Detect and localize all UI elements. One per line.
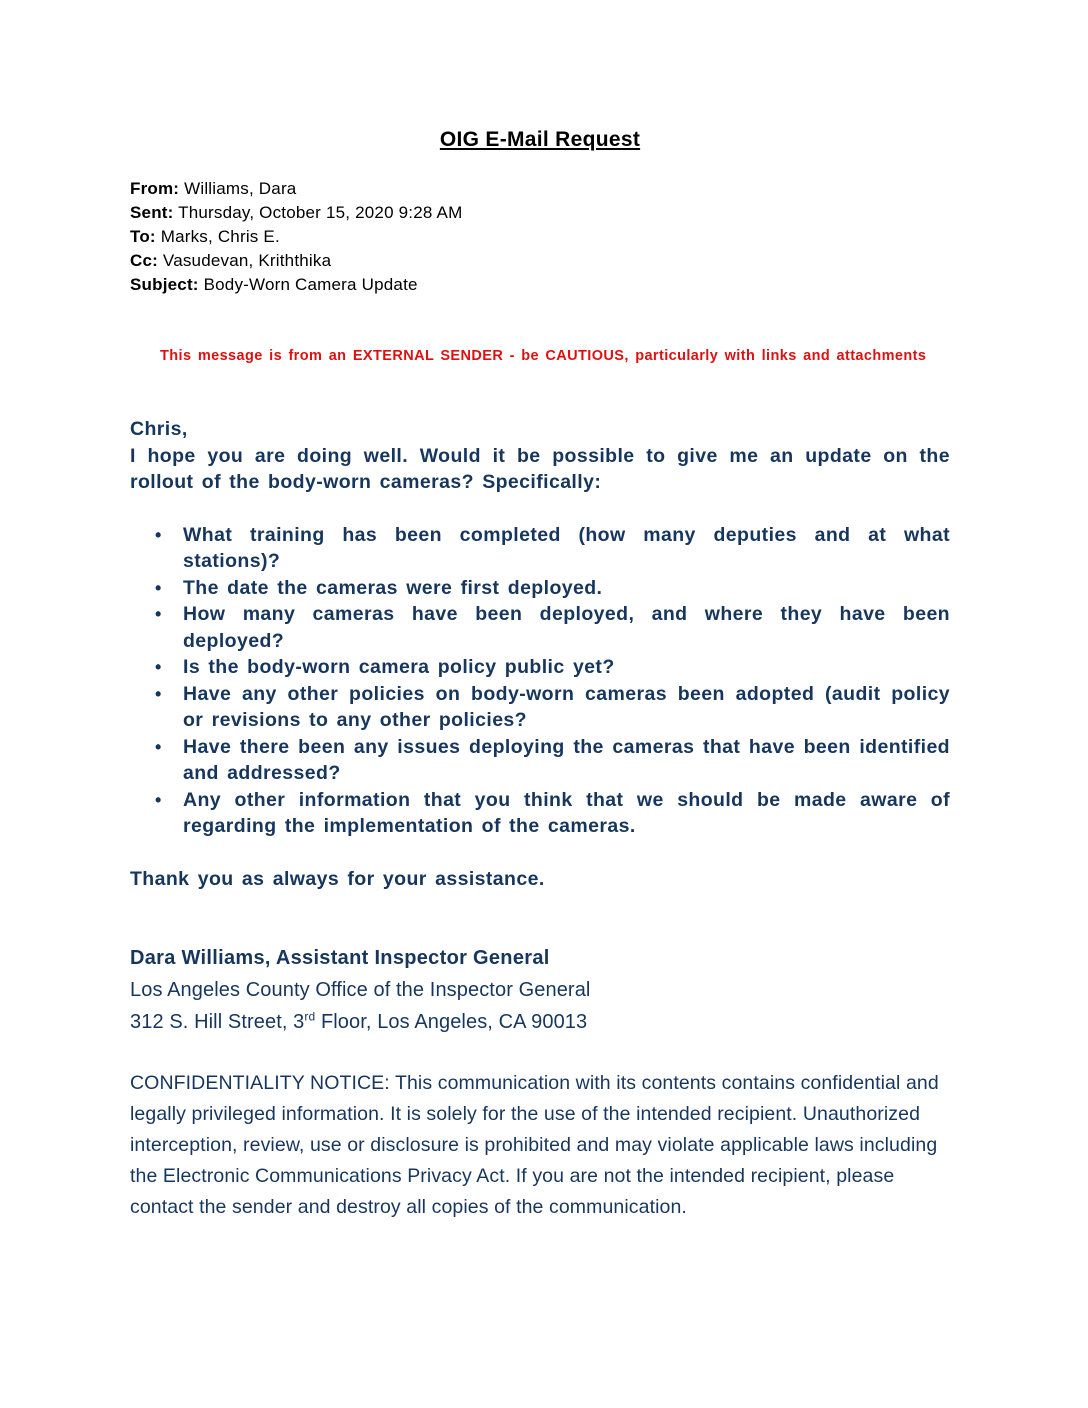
signature-address bbox=[130, 1006, 950, 1038]
address-ordinal-suffix: rd bbox=[304, 1009, 316, 1024]
intro-paragraph: I hope you are doing well. Would it be possible to give me an update on the rollout of the body-worn cameras? Specifically: bbox=[130, 444, 950, 493]
list-item: • Have there been any issues deploying the cameras that have been identified and addressed? bbox=[183, 734, 950, 787]
list-item: • The date the cameras were first deployed. bbox=[183, 575, 950, 602]
list-item: • What training has been completed (how many deputies and at what stations)? bbox=[183, 522, 950, 575]
external-sender-warning: This message is from an EXTERNAL SENDER - be CAUTIOUS, particularly with links and attachments bbox=[160, 348, 927, 364]
header-field-cc bbox=[130, 249, 950, 273]
greeting-text: Chris, bbox=[130, 418, 188, 440]
list-item: • Is the body-worn camera policy public yet? bbox=[183, 654, 950, 681]
header-label-subject: Subject: bbox=[130, 275, 199, 294]
header-field-subject bbox=[130, 273, 950, 297]
header-value-to: Marks, Chris E. bbox=[155, 227, 280, 246]
list-item: • How many cameras have been deployed, and where they have been deployed? bbox=[183, 601, 950, 654]
header-value-sent: Thursday, October 15, 2020 9:28 AM bbox=[173, 203, 463, 222]
header-field-to bbox=[130, 225, 950, 249]
header-label-sent: Sent: bbox=[130, 203, 174, 222]
address-part-2: Floor, Los Angeles, CA 90013 bbox=[315, 1011, 588, 1033]
header-label-to: To: bbox=[130, 227, 156, 246]
header-label-from: From: bbox=[130, 179, 180, 198]
header-label-cc: Cc: bbox=[130, 251, 158, 270]
header-value-cc: Vasudevan, Kriththika bbox=[158, 251, 332, 270]
address-part-1: 312 S. Hill Street, 3 bbox=[130, 1011, 305, 1033]
header-value-subject: Body-Worn Camera Update bbox=[198, 275, 418, 294]
confidentiality-notice: CONFIDENTIALITY NOTICE: This communication with its contents contains confidential and legally privileged information. It is solely for the use of the intended recipient. Unauthorized interception, review, use or disclosure is prohibited and may violate applicable laws including the Electronic Communications Privacy Act. If you are not the intended recipient, please contact the sender and destroy all copies of the communication. bbox=[130, 1072, 939, 1218]
signature-organization: Los Angeles County Office of the Inspector General bbox=[130, 979, 591, 1001]
signature-block bbox=[130, 942, 950, 1038]
header-field-sent bbox=[130, 201, 950, 225]
list-item: • Have any other policies on body-worn cameras been adopted (audit policy or revisions to any other policies? bbox=[183, 681, 950, 734]
list-item: • Any other information that you think that we should be made aware of regarding the implementation of the cameras. bbox=[183, 787, 950, 840]
header-field-from bbox=[130, 177, 950, 201]
email-header bbox=[130, 177, 950, 297]
header-value-from: Williams, Dara bbox=[179, 179, 297, 198]
page-title: OIG E-Mail Request bbox=[439, 128, 641, 151]
email-body bbox=[130, 416, 950, 892]
closing-text: Thank you as always for your assistance. bbox=[130, 867, 545, 890]
question-list bbox=[130, 522, 950, 840]
signature-name-title: Dara Williams, Assistant Inspector General bbox=[130, 947, 550, 969]
